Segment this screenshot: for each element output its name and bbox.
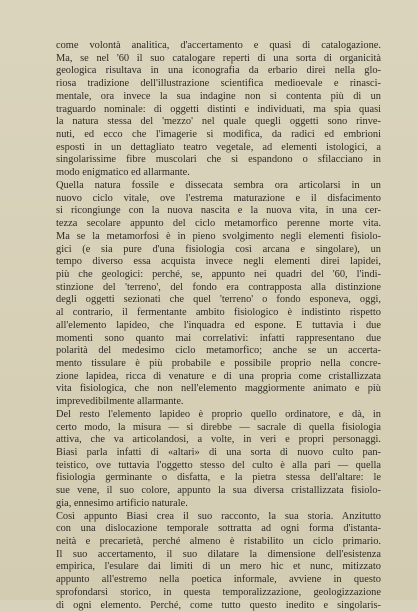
text-line: polarità del medesimo ciclo metamorfico; anche se un accerta- xyxy=(56,345,381,357)
text-line: momenti sono quanto mai correlativi: infatti rappresentano due xyxy=(56,332,381,344)
text-line: come volontà analitica, d'accertamento e quasi di catalogazione. xyxy=(56,40,381,51)
text-line: gia, ennesimo artificio naturale. xyxy=(56,497,188,509)
paragraph-2 xyxy=(56,180,381,409)
text-line: attiva, che va articolandosi, a volte, in veri e propri personaggi. xyxy=(56,434,381,446)
text-line: traguardo nominale: di oggetti distinti e individuati, ma spia quasi xyxy=(56,103,381,115)
text-line: esposti in un dettagliato teatro vegetale, ad elementi istologici, a xyxy=(56,141,381,153)
text-line: mentale, ora invece la sua indagine non si contenta più di un xyxy=(56,90,381,102)
text-line: Del resto l'elemento lapideo è proprio quello ordinatore, e dà, in xyxy=(56,408,381,420)
paragraph-3 xyxy=(56,409,381,511)
text-line: sue vene, il suo colore, appunto la sua diversa cristallizzata fisiolo- xyxy=(56,485,381,497)
text-line: teistico, ove tuttavia l'oggetto stesso del culto è alla pari — quella xyxy=(56,459,381,471)
text-line: empirica, l'esulare dai limiti di un mero hic et nunc, mitizzato xyxy=(56,561,381,573)
text-line: si ricongiunge con la nuova nascita e la nuova vita, in una cer- xyxy=(56,205,381,217)
text-line: Ma se la metamorfosi è in pieno svolgimento negli elementi fisiolo- xyxy=(56,230,381,242)
paragraph-1 xyxy=(56,40,381,180)
text-line: imprevedibilmente allarmante. xyxy=(56,396,184,408)
body-text xyxy=(56,40,381,612)
text-line: al contrario, il fermentante ambito fisiologico è indistinto rispetto xyxy=(56,307,381,319)
text-line: appunto all'estremo nella poetica informale, avviene in questo xyxy=(56,574,381,586)
text-line: singolarissime fibre muscolari che si espandono o sfilacciano in xyxy=(56,154,381,166)
text-line: geologica risultava in una iconografia da erbario direi nella glo- xyxy=(56,65,381,77)
text-line: con una dislocazione temporale sottratta ad ogni forma d'istanta- xyxy=(56,523,381,535)
text-line: sprofondarsi storico, in questa temporalizzazione, geologizzazione xyxy=(56,586,381,598)
paragraph-4 xyxy=(56,511,381,612)
text-line: Biasi parla infatti di «altari» di una sorta di nuovo culto pan- xyxy=(56,447,381,458)
text-line: modo enigmatico ed allarmante. xyxy=(56,167,190,179)
text-line: stinzione del 'terreno', del fondo era contrapposta alla distinzione xyxy=(56,281,381,293)
text-line: mento tissulare è più probabile e possibile proprio nella concre- xyxy=(56,357,381,369)
text-line: Ma, se nel '60 il suo catalogare reperti di una sorta di organicità xyxy=(56,52,381,64)
text-line: gici (e sia pure d'una fisiologia così arcana e singolare), un xyxy=(56,243,381,255)
text-line: Così appunto Biasi crea il suo racconto, la sua storia. Anzitutto xyxy=(56,510,381,522)
text-line: fisiologia germinante o disfatta, e la pietra stessa dell'altare: le xyxy=(56,472,381,484)
text-line: di ogni elemento. Perché, come tutto questo inedito e singolaris- xyxy=(56,599,381,611)
text-line: nuti, ed ecco che l'imagerie si modifica, da radici ed embrioni xyxy=(56,129,381,141)
text-line: certo modo, la misura — si direbbe — sacrale di quella fisiologia xyxy=(56,421,381,433)
text-line: Il suo accertamento, il suo dilatare la dimensione dell'esistenza xyxy=(56,548,381,560)
text-line: Quella natura fossile e dissecata sembra ora articolarsi in un xyxy=(56,179,381,191)
text-line: tempo diverso essa acquista invece negli elementi direi lapidei, xyxy=(56,256,381,268)
text-line: più che geologici: perché, se, appunto nei quadri del '60, l'indi- xyxy=(56,268,381,280)
text-line: neità e precarietà, perché almeno è ristabilito un ciclo primario. xyxy=(56,536,381,548)
text-line: tezza secolare appunto del ciclo metamorfico perenne morte vita. xyxy=(56,218,381,230)
text-line: vita fisiologica, che non nell'elemento maggiormente animato e più xyxy=(56,383,381,395)
text-line: la natura stessa del 'mezzo' nel quale quegli oggetti sono rinve- xyxy=(56,116,381,128)
text-line: riosa tradizione dell'illustrazione scientifica medioevale e rinasci- xyxy=(56,78,381,90)
text-line: all'elemento lapideo, che l'inquadra ed espone. E tuttavia i due xyxy=(56,319,381,331)
text-line: zione lapidea, ricca di venature e di una propria come cristallizzata xyxy=(56,370,381,382)
text-line: degli oggetti sezionati che quel 'terreno' o fondo esponeva, oggi, xyxy=(56,294,381,306)
text-line: nuovo ciclo vitale, ove l'estrema maturazione e il disfacimento xyxy=(56,192,381,204)
